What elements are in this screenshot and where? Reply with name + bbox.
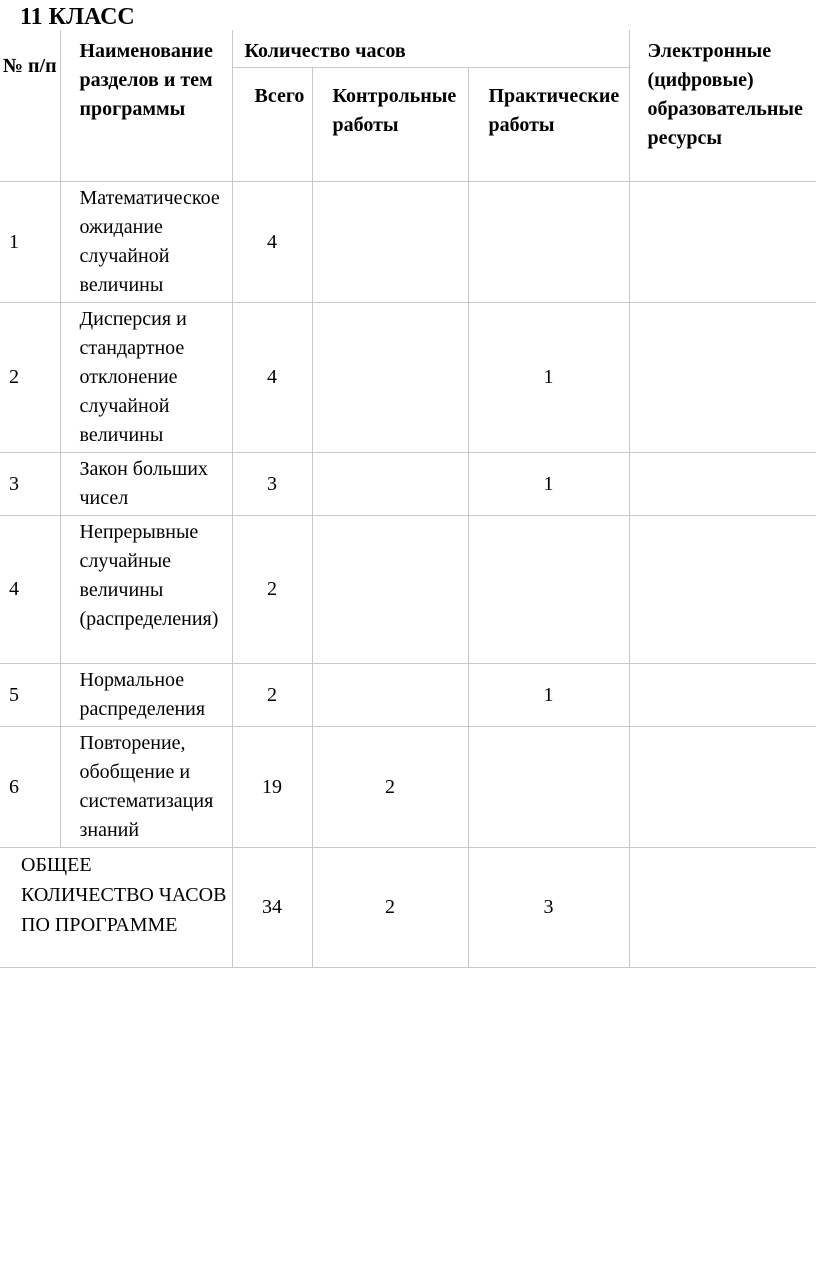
row-resources: [629, 303, 816, 453]
summary-total-hours: 34: [232, 848, 312, 968]
header-total: Всего: [232, 68, 312, 182]
header-resources: Электронные (цифровые) образовательные ресурсы: [629, 30, 816, 182]
summary-row: [0, 848, 816, 968]
row-resources: [629, 664, 816, 727]
summary-resources: [629, 848, 816, 968]
row-control-works: [312, 516, 468, 664]
summary-control-works: 2: [312, 848, 468, 968]
table-row: [0, 664, 816, 727]
header-number: № п/п: [0, 30, 60, 182]
row-number: 5: [0, 664, 60, 727]
row-number: 3: [0, 453, 60, 516]
page-title: 11 КЛАСС: [20, 4, 135, 30]
row-practical-works: [468, 727, 629, 848]
row-section-name: Нормальное распределения: [60, 664, 232, 727]
summary-label: ОБЩЕЕ КОЛИЧЕСТВО ЧАСОВ ПО ПРОГРАММЕ: [0, 848, 232, 968]
row-control-works: [312, 664, 468, 727]
row-total-hours: 4: [232, 303, 312, 453]
row-section-name: Математическое ожидание случайной величины: [60, 182, 232, 303]
row-practical-works: [468, 182, 629, 303]
row-section-name: Непрерывные случайные величины (распределения): [60, 516, 232, 664]
header-section-name: Наименование разделов и тем программы: [60, 30, 232, 182]
header-practical-works: Практические работы: [468, 68, 629, 182]
row-control-works: 2: [312, 727, 468, 848]
row-total-hours: 4: [232, 182, 312, 303]
row-control-works: [312, 453, 468, 516]
row-total-hours: 2: [232, 664, 312, 727]
row-number: 1: [0, 182, 60, 303]
table-row: [0, 453, 816, 516]
row-section-name: Дисперсия и стандартное отклонение случайной величины: [60, 303, 232, 453]
row-total-hours: 19: [232, 727, 312, 848]
row-control-works: [312, 303, 468, 453]
table-row: [0, 303, 816, 453]
row-number: 6: [0, 727, 60, 848]
row-total-hours: 2: [232, 516, 312, 664]
row-resources: [629, 516, 816, 664]
summary-practical-works: 3: [468, 848, 629, 968]
row-resources: [629, 453, 816, 516]
row-practical-works: 1: [468, 303, 629, 453]
row-resources: [629, 727, 816, 848]
row-practical-works: [468, 516, 629, 664]
table-row: [0, 182, 816, 303]
row-number: 2: [0, 303, 60, 453]
header-control-works: Контрольные работы: [312, 68, 468, 182]
row-section-name: Повторение, обобщение и систематизация знаний: [60, 727, 232, 848]
row-total-hours: 3: [232, 453, 312, 516]
row-section-name: Закон больших чисел: [60, 453, 232, 516]
row-number: 4: [0, 516, 60, 664]
table-row: [0, 727, 816, 848]
row-practical-works: 1: [468, 453, 629, 516]
table-row: [0, 516, 816, 664]
header-hours: Количество часов: [232, 30, 629, 68]
row-practical-works: 1: [468, 664, 629, 727]
curriculum-table: [0, 30, 816, 968]
row-control-works: [312, 182, 468, 303]
row-resources: [629, 182, 816, 303]
